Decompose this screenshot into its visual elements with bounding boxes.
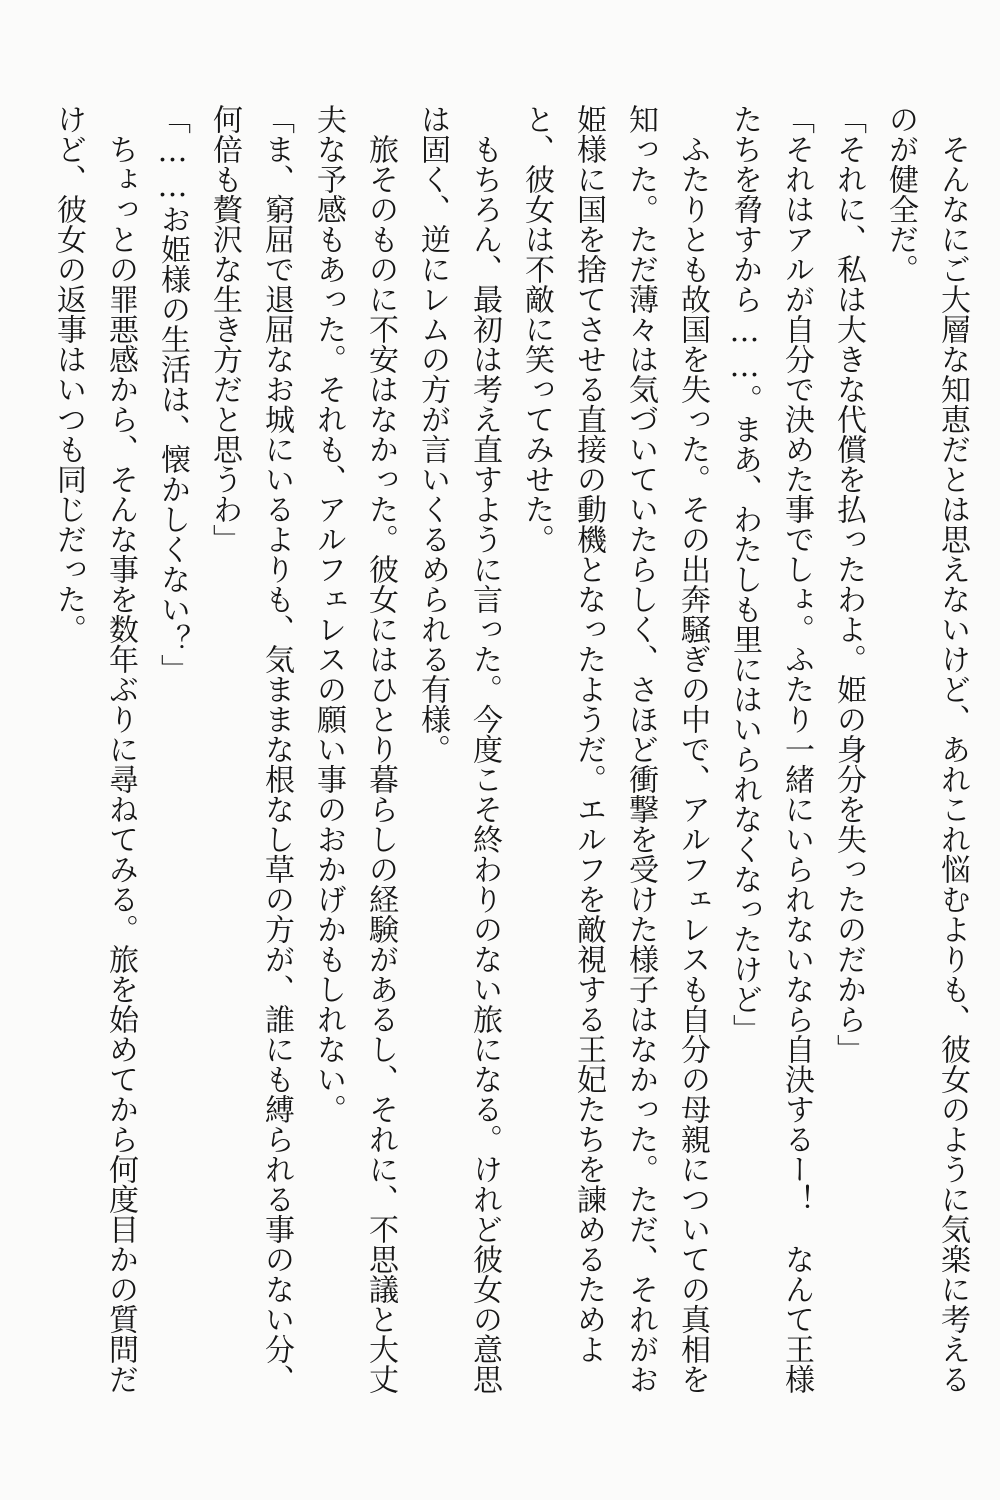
- text-line: 「……お姫様の生活は、懐かしくない？」: [155, 104, 190, 684]
- text-line: たちを脅すから……。まあ、わたしも里にはいられなくなったけど」: [727, 104, 762, 1044]
- text-line: 「ま、窮屈で退屈なお城にいるよりも、気ままな根なし草の方が、誰にも縛られる事のない分、: [259, 104, 294, 1394]
- text-line: 姫様に国を捨てさせる直接の動機となったようだ。エルフを敵視する王妃たちを諫めるためよ: [571, 104, 606, 1364]
- text-line: 何倍も贅沢な生き方だと思うわ」: [207, 104, 242, 554]
- vertical-text-block: [42, 104, 978, 1414]
- text-line: は固く、逆にレムの方が言いくるめられる有様。: [415, 104, 450, 764]
- text-line: 知った。ただ薄々は気づいていたらしく、さほど衝撃を受けた様子はなかった。ただ、それがお: [623, 104, 658, 1394]
- text-line: 旅そのものに不安はなかった。彼女にはひとり暮らしの経験があるし、それに、不思議と大丈: [363, 134, 398, 1394]
- text-line: ちょっとの罪悪感から、そんな事を数年ぶりに尋ねてみる。旅を始めてから何度目かの質問だ: [103, 134, 138, 1394]
- text-line: 夫な予感もあった。それも、アルフェレスの願い事のおかげかもしれない。: [311, 104, 346, 1124]
- text-line: 「それに、私は大きな代償を払ったわよ。姫の身分を失ったのだから」: [831, 104, 866, 1064]
- text-line: と、彼女は不敵に笑ってみせた。: [519, 104, 554, 554]
- text-line: 「それはアルが自分で決めた事でしょ。ふたり一緒にいられないなら自決するー！ なんて王様: [779, 104, 814, 1394]
- text-line: ふたりとも故国を失った。その出奔騒ぎの中で、アルフェレスも自分の母親についての真相を: [675, 134, 710, 1394]
- text-line: そんなにご大層な知恵だとは思えないけど、あれこれ悩むよりも、彼女のように気楽に考える: [935, 134, 970, 1394]
- text-line: のが健全だ。: [883, 104, 918, 284]
- text-line: けど、彼女の返事はいつも同じだった。: [51, 104, 86, 644]
- text-line: もちろん、最初は考え直すように言った。今度こそ終わりのない旅になる。けれど彼女の意思: [467, 134, 502, 1394]
